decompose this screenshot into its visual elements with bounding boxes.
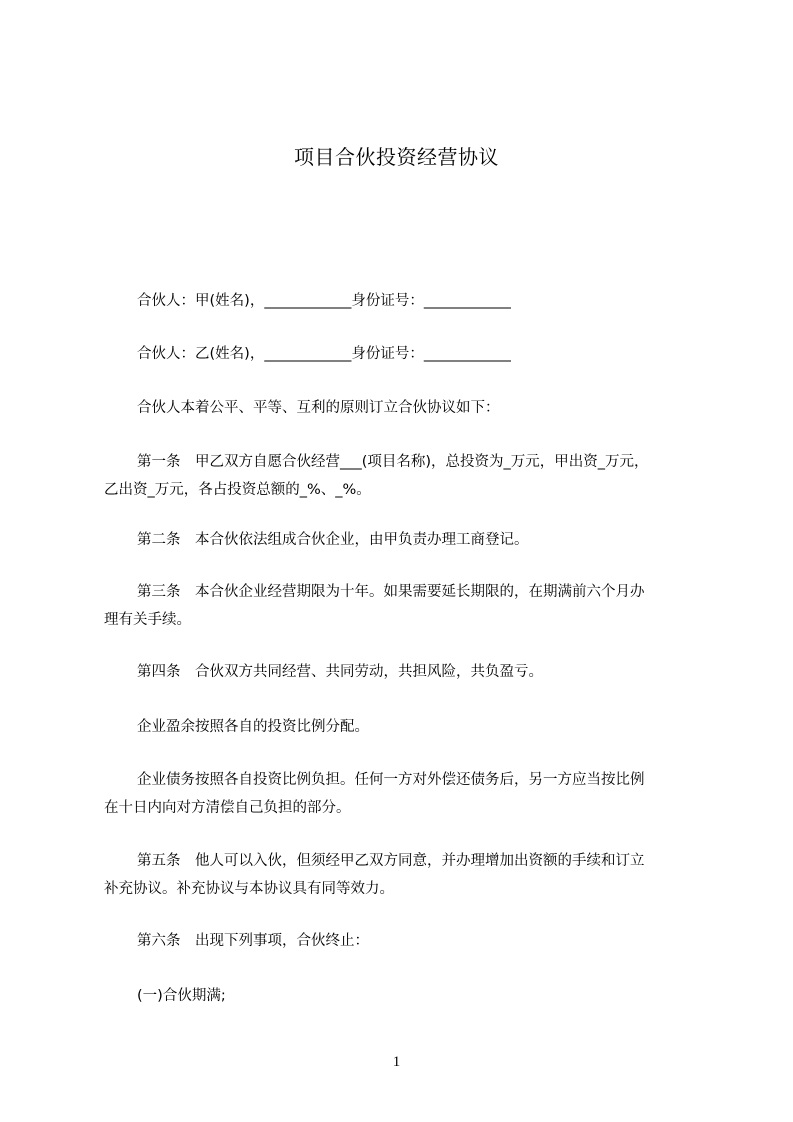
text-line: 合伙人本着公平、平等、互利的原则订立合伙协议如下： <box>137 400 500 416</box>
page-number: 1 <box>392 1054 401 1070</box>
text-line: 合伙人：甲(姓名)，____________身份证号：____________ <box>137 293 511 309</box>
text-line: 第二条 本合伙依法组成合伙企业，由甲负责办理工商登记。 <box>137 532 529 548</box>
article-6-paragraph <box>104 927 704 955</box>
document-title: 项目合伙投资经营协议 <box>294 145 499 169</box>
text-line: 企业债务按照各自投资比例负担。任何一方对外偿还债务后，另一方应当按比例 <box>137 772 645 788</box>
article-3-paragraph <box>104 578 704 634</box>
text-line: 补充协议。补充协议与本协议具有同等效力。 <box>104 881 394 897</box>
article-5-paragraph <box>104 847 704 903</box>
text-line: 第一条 甲乙双方自愿合伙经营___(项目名称)，总投资为_万元，甲出资_万元， <box>137 454 649 470</box>
text-line: (一)合伙期满; <box>137 988 226 1004</box>
article-2-paragraph <box>104 526 704 554</box>
preamble-paragraph <box>104 394 704 422</box>
text-line: 第三条 本合伙企业经营期限为十年。如果需要延长期限的，在期满前六个月办 <box>137 584 645 600</box>
article-1-paragraph <box>104 448 704 504</box>
profit-distribution-paragraph <box>104 713 704 741</box>
article-4-paragraph <box>104 658 704 686</box>
text-line: 第五条 他人可以入伙，但须经甲乙双方同意，并办理增加出资额的手续和订立 <box>137 853 645 869</box>
text-line: 乙出资_万元，各占投资总额的_%、_%。 <box>104 482 371 498</box>
text-line: 企业盈余按照各自的投资比例分配。 <box>137 719 369 735</box>
termination-item-1 <box>104 982 704 1010</box>
partner-b-line <box>104 340 704 368</box>
debt-liability-paragraph <box>104 766 704 822</box>
text-line: 在十日内向对方清偿自己负担的部分。 <box>104 800 351 816</box>
partner-a-line <box>104 287 704 315</box>
text-line: 合伙人：乙(姓名)，____________身份证号：____________ <box>137 346 511 362</box>
text-line: 第六条 出现下列事项，合伙终止： <box>137 933 369 949</box>
text-line: 第四条 合伙双方共同经营、共同劳动，共担风险，共负盈亏。 <box>137 664 543 680</box>
text-line: 理有关手续。 <box>104 612 191 628</box>
